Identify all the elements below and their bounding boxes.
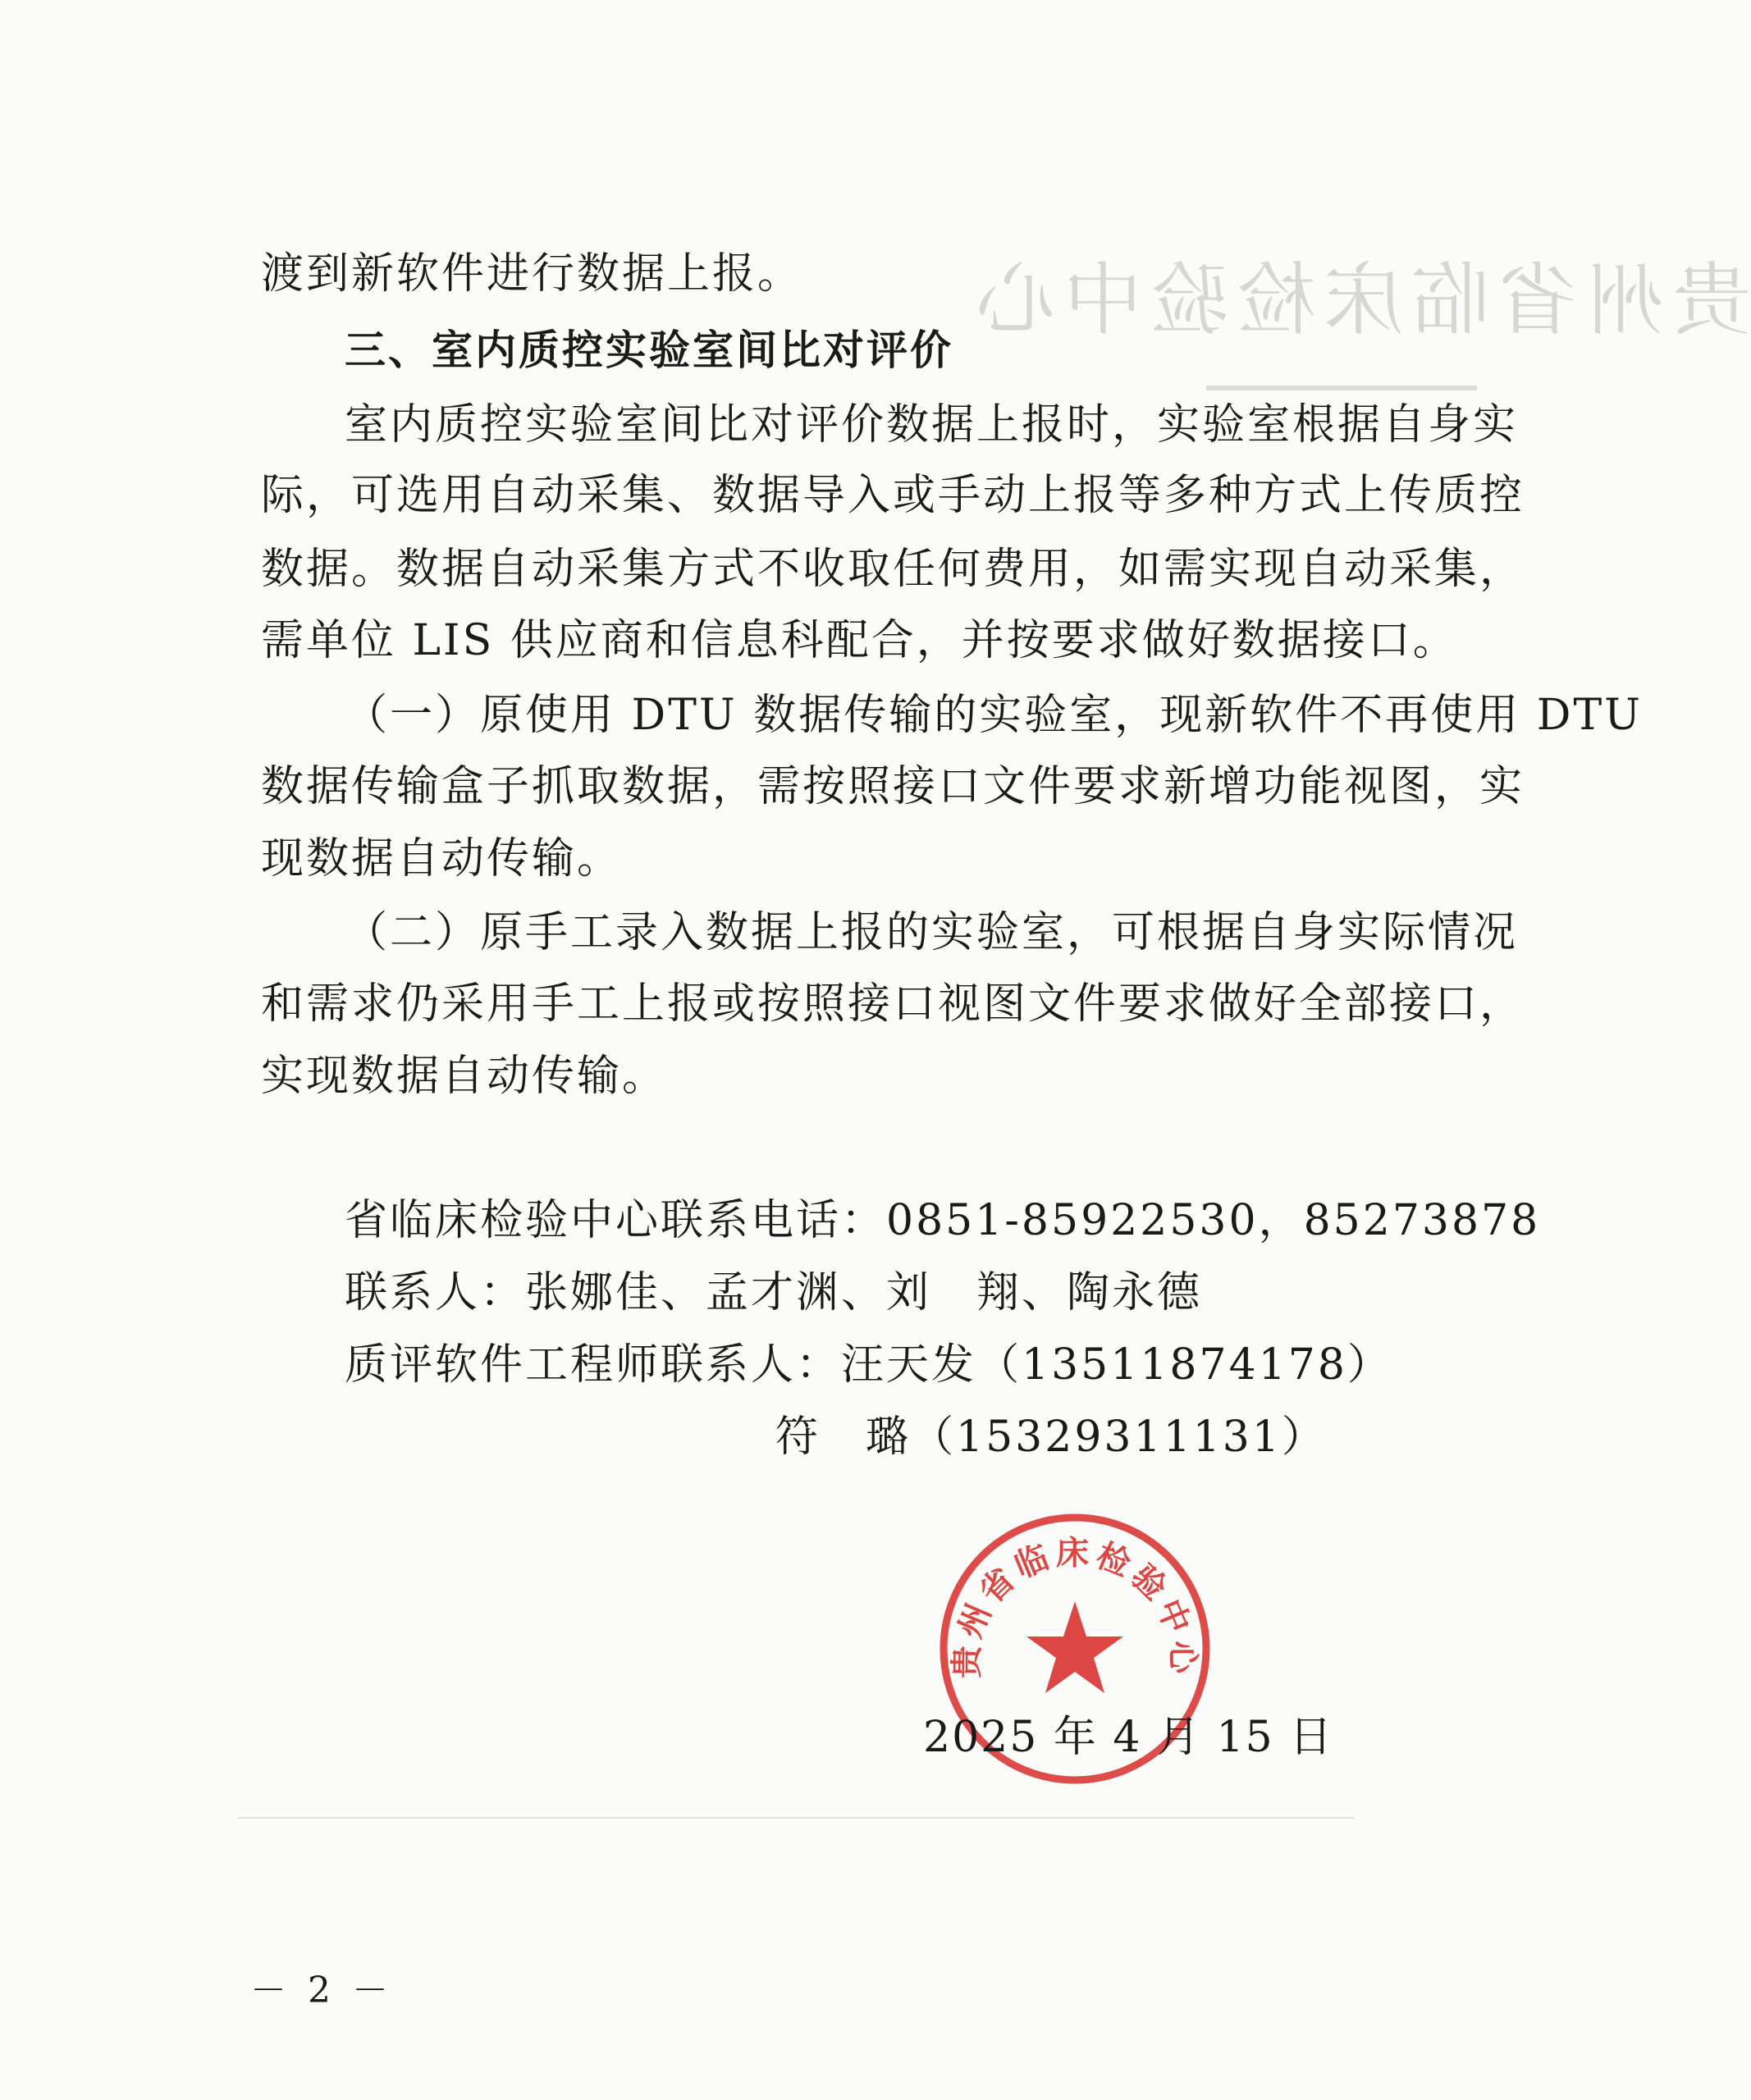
body-line-10: （二）原手工录入数据上报的实验室，可根据自身实际情况 <box>345 908 1519 957</box>
section-heading: 三、室内质控实验室间比对评价 <box>345 326 953 374</box>
body-line-1: 渡到新软件进行数据上报。 <box>261 249 803 299</box>
bleed-through-rule-lower <box>238 1817 1354 1819</box>
page-number: － 2 － <box>250 1970 393 2011</box>
body-line-7: （一）原使用 DTU 数据传输的实验室，现新软件不再使用 DTU <box>345 691 1643 740</box>
seal-star-icon <box>1026 1601 1123 1693</box>
contact-engineer-2: 符 璐（15329311131） <box>775 1413 1327 1462</box>
body-line-3: 室内质控实验室间比对评价数据上报时，实验室根据自身实 <box>345 400 1519 450</box>
bleed-through-rule <box>1206 386 1477 390</box>
contact-engineer-1: 质评软件工程师联系人：汪天发（13511874178） <box>345 1340 1392 1390</box>
seal-text: 贵州省临床检验中心 <box>947 1533 1203 1679</box>
body-line-8: 数据传输盒子抓取数据，需按照接口文件要求新增功能视图，实 <box>261 762 1525 811</box>
body-line-9: 现数据自动传输。 <box>261 834 623 883</box>
body-line-5: 数据。数据自动采集方式不收取任何费用，如需实现自动采集， <box>261 545 1525 594</box>
body-line-12: 实现数据自动传输。 <box>261 1052 668 1101</box>
body-line-11: 和需求仍采用手工上报或按照接口视图文件要求做好全部接口， <box>261 979 1525 1029</box>
contact-phone: 省临床检验中心联系电话：0851-85922530，85273878 <box>345 1196 1541 1245</box>
body-line-4: 际，可选用自动采集、数据导入或手动上报等多种方式上传质控 <box>261 471 1525 520</box>
bleed-through-title: 贵州省临床检验中心 <box>968 254 1751 346</box>
document-date: 2025 年 4 月 15 日 <box>923 1713 1334 1762</box>
contact-persons: 联系人：张娜佳、孟才渊、刘 翔、陶永德 <box>345 1268 1203 1317</box>
body-line-6: 需单位 LIS 供应商和信息科配合，并按要求做好数据接口。 <box>261 616 1458 665</box>
